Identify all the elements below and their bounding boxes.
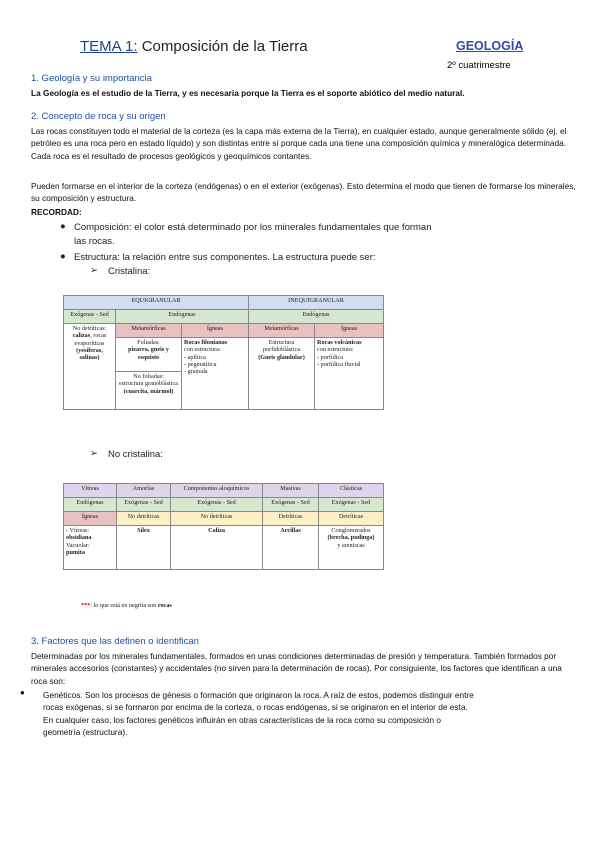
- cell-exogenas-sed: Exógenas - Sed: [117, 498, 171, 512]
- cell-no-detriticas: No detríticas: [117, 512, 171, 526]
- bullet-estructura: Estructura: la relación entre sus componentes. La estructura puede ser:: [74, 252, 376, 263]
- header-amorfas: Amorfas: [117, 484, 171, 498]
- genetic-factors-line-1: Genéticos. Son los procesos de génesis o formación que originaron la roca. A raíz de estos, podemos distinguir entre: [43, 690, 474, 700]
- note-star: ***: [81, 602, 91, 609]
- cell-no-foliadas: No foliadas: estructura granoblástica (cuarcita, mármol): [116, 372, 182, 410]
- sub-no-cristalina: No cristalina:: [108, 449, 163, 460]
- recordad-label: RECORDAD:: [31, 207, 82, 217]
- subject-label: GEOLOGÍA: [456, 39, 524, 53]
- genetic-factors-line-4: geometría (estructura).: [43, 727, 128, 737]
- cell-exogenas-sed: Exógenas - Sed: [263, 498, 319, 512]
- tema-label: TEMA 1:: [80, 38, 138, 55]
- cell-silex: Sílex: [117, 526, 171, 570]
- header-inequigranular: INEQUIGRANULAR: [249, 296, 384, 310]
- genetic-factors-line-2: rocas exógenas, si se formaron por encima de la corteza, o rocas endógenas, si se originaron en el interior de esta.: [43, 702, 468, 712]
- cell-volcanicas: Rocas volcánicas con estructura: - porfídica - porfídica fluvial: [315, 338, 384, 410]
- page-title: [80, 38, 308, 55]
- cell-endogenas: Endógenas: [64, 498, 117, 512]
- sub-cristalina: Cristalina:: [108, 266, 151, 277]
- header-equigranular: EQUIGRANULAR: [64, 296, 249, 310]
- arrow-icon: ➢: [90, 448, 98, 459]
- bullet-icon: ●: [60, 221, 66, 232]
- bullet-composicion-line-2: las rocas.: [74, 236, 115, 247]
- cell-metamorficas: Metamórficas: [116, 324, 182, 338]
- arrow-icon: ➢: [90, 265, 98, 276]
- title-text: Composición de la Tierra: [141, 38, 308, 55]
- cell-porfidoblastica: Estructura porfidoblástica (Gneis glandular): [249, 338, 315, 410]
- cell-caliza: Caliza: [171, 526, 263, 570]
- cell-foliadas: Foliadas: pizarra, gneis y esquisto: [116, 338, 182, 372]
- cell-no-detriticas: No detríticas: [171, 512, 263, 526]
- section-1-text: La Geología es el estudio de la Tierra, y es necesaria porque la Tierra es el soporte abiótico del medio natural.: [31, 88, 465, 98]
- section-3-heading: 3. Factores que las definen o identifican: [31, 636, 199, 647]
- cell-detriticas: Detríticas: [319, 512, 384, 526]
- cell-arcillas: Arcillas: [263, 526, 319, 570]
- header-clasticas: Clásticas: [319, 484, 384, 498]
- cell-endogenas: Endógenas: [116, 310, 249, 324]
- section-2-paragraph-1: Las rocas constituyen todo el material de la corteza (es la capa más externa de la Tierra), en cualquier estado, aunque generalmente sólido (ej. el petróleo es una roca pero en estado líquido) y son distintas entre sí porque cada una tiene una composición química y mineralógica determinada. Cada roca es el resultado de procesos geológicos y geoquímicos contantes.: [31, 126, 567, 161]
- cell-detriticas: Detríticas: [263, 512, 319, 526]
- cell-exogenas-sed: Exógenas - Sed: [319, 498, 384, 512]
- table-cristalina: [63, 295, 384, 410]
- cell-igneas-2: Ígneas: [315, 324, 384, 338]
- bullet-icon: ●: [20, 688, 25, 697]
- bold-note: ***: lo que está en negrita son rocas: [81, 602, 172, 609]
- header-vitreas: Vítreas: [64, 484, 117, 498]
- table-no-cristalina: [63, 483, 384, 570]
- term-label: 2º cuatrimestre: [447, 60, 511, 71]
- cell-no-detriticas: No detríticas: calizas, rocas evaporíticas (yesíferas, salinas): [64, 324, 116, 410]
- cell-conglomerados: Conglomerados (brecha, pudinga) y areniscas: [319, 526, 384, 570]
- cell-igneas: Ígneas: [182, 324, 249, 338]
- section-3-paragraph: Determinadas por los minerales fundamentales, formados en unas condiciones determinadas de presión y temperatura. También formados por minerales accesorios (constantes) y accidentales (no sirven para la determinación de rocas). Por consiguiente, los factores que identifican a una roca son:: [31, 651, 562, 686]
- cell-igneas: Ígneas: [64, 512, 117, 526]
- section-1-heading: 1. Geología y su importancia: [31, 73, 152, 84]
- bullet-composicion-line-1: Composición: el color está determinado por los minerales fundamentales que forman: [74, 222, 432, 233]
- section-2-paragraph-2: Pueden formarse en el interior de la corteza (endógenas) o en el exterior (exógenas). Esto determina el modo que tienen de formarse los minerales, su composición y estructura.: [31, 181, 576, 204]
- cell-metamorficas-2: Metamórficas: [249, 324, 315, 338]
- genetic-factors-line-3: En cualquier caso, los factores genéticos influirán en otras características de la roca como su composición o: [43, 715, 441, 725]
- header-masivas: Masivas: [263, 484, 319, 498]
- cell-exogenas-sed: Exógenas - Sed: [64, 310, 116, 324]
- header-aloquimicos: Componentes aloquímicos: [171, 484, 263, 498]
- cell-filonianas: Rocas filonianas con estructura: - aplítica - pegmatítica - granuda: [182, 338, 249, 410]
- cell-endogenas-2: Endógenas: [249, 310, 384, 324]
- section-2-heading: 2. Concepto de roca y su origen: [31, 111, 166, 122]
- bullet-icon: ●: [60, 251, 66, 262]
- cell-vitreas-examples: - Vítreas: obsidiana Vacuolar: pumita: [64, 526, 117, 570]
- cell-exogenas-sed: Exógenas - Sed: [171, 498, 263, 512]
